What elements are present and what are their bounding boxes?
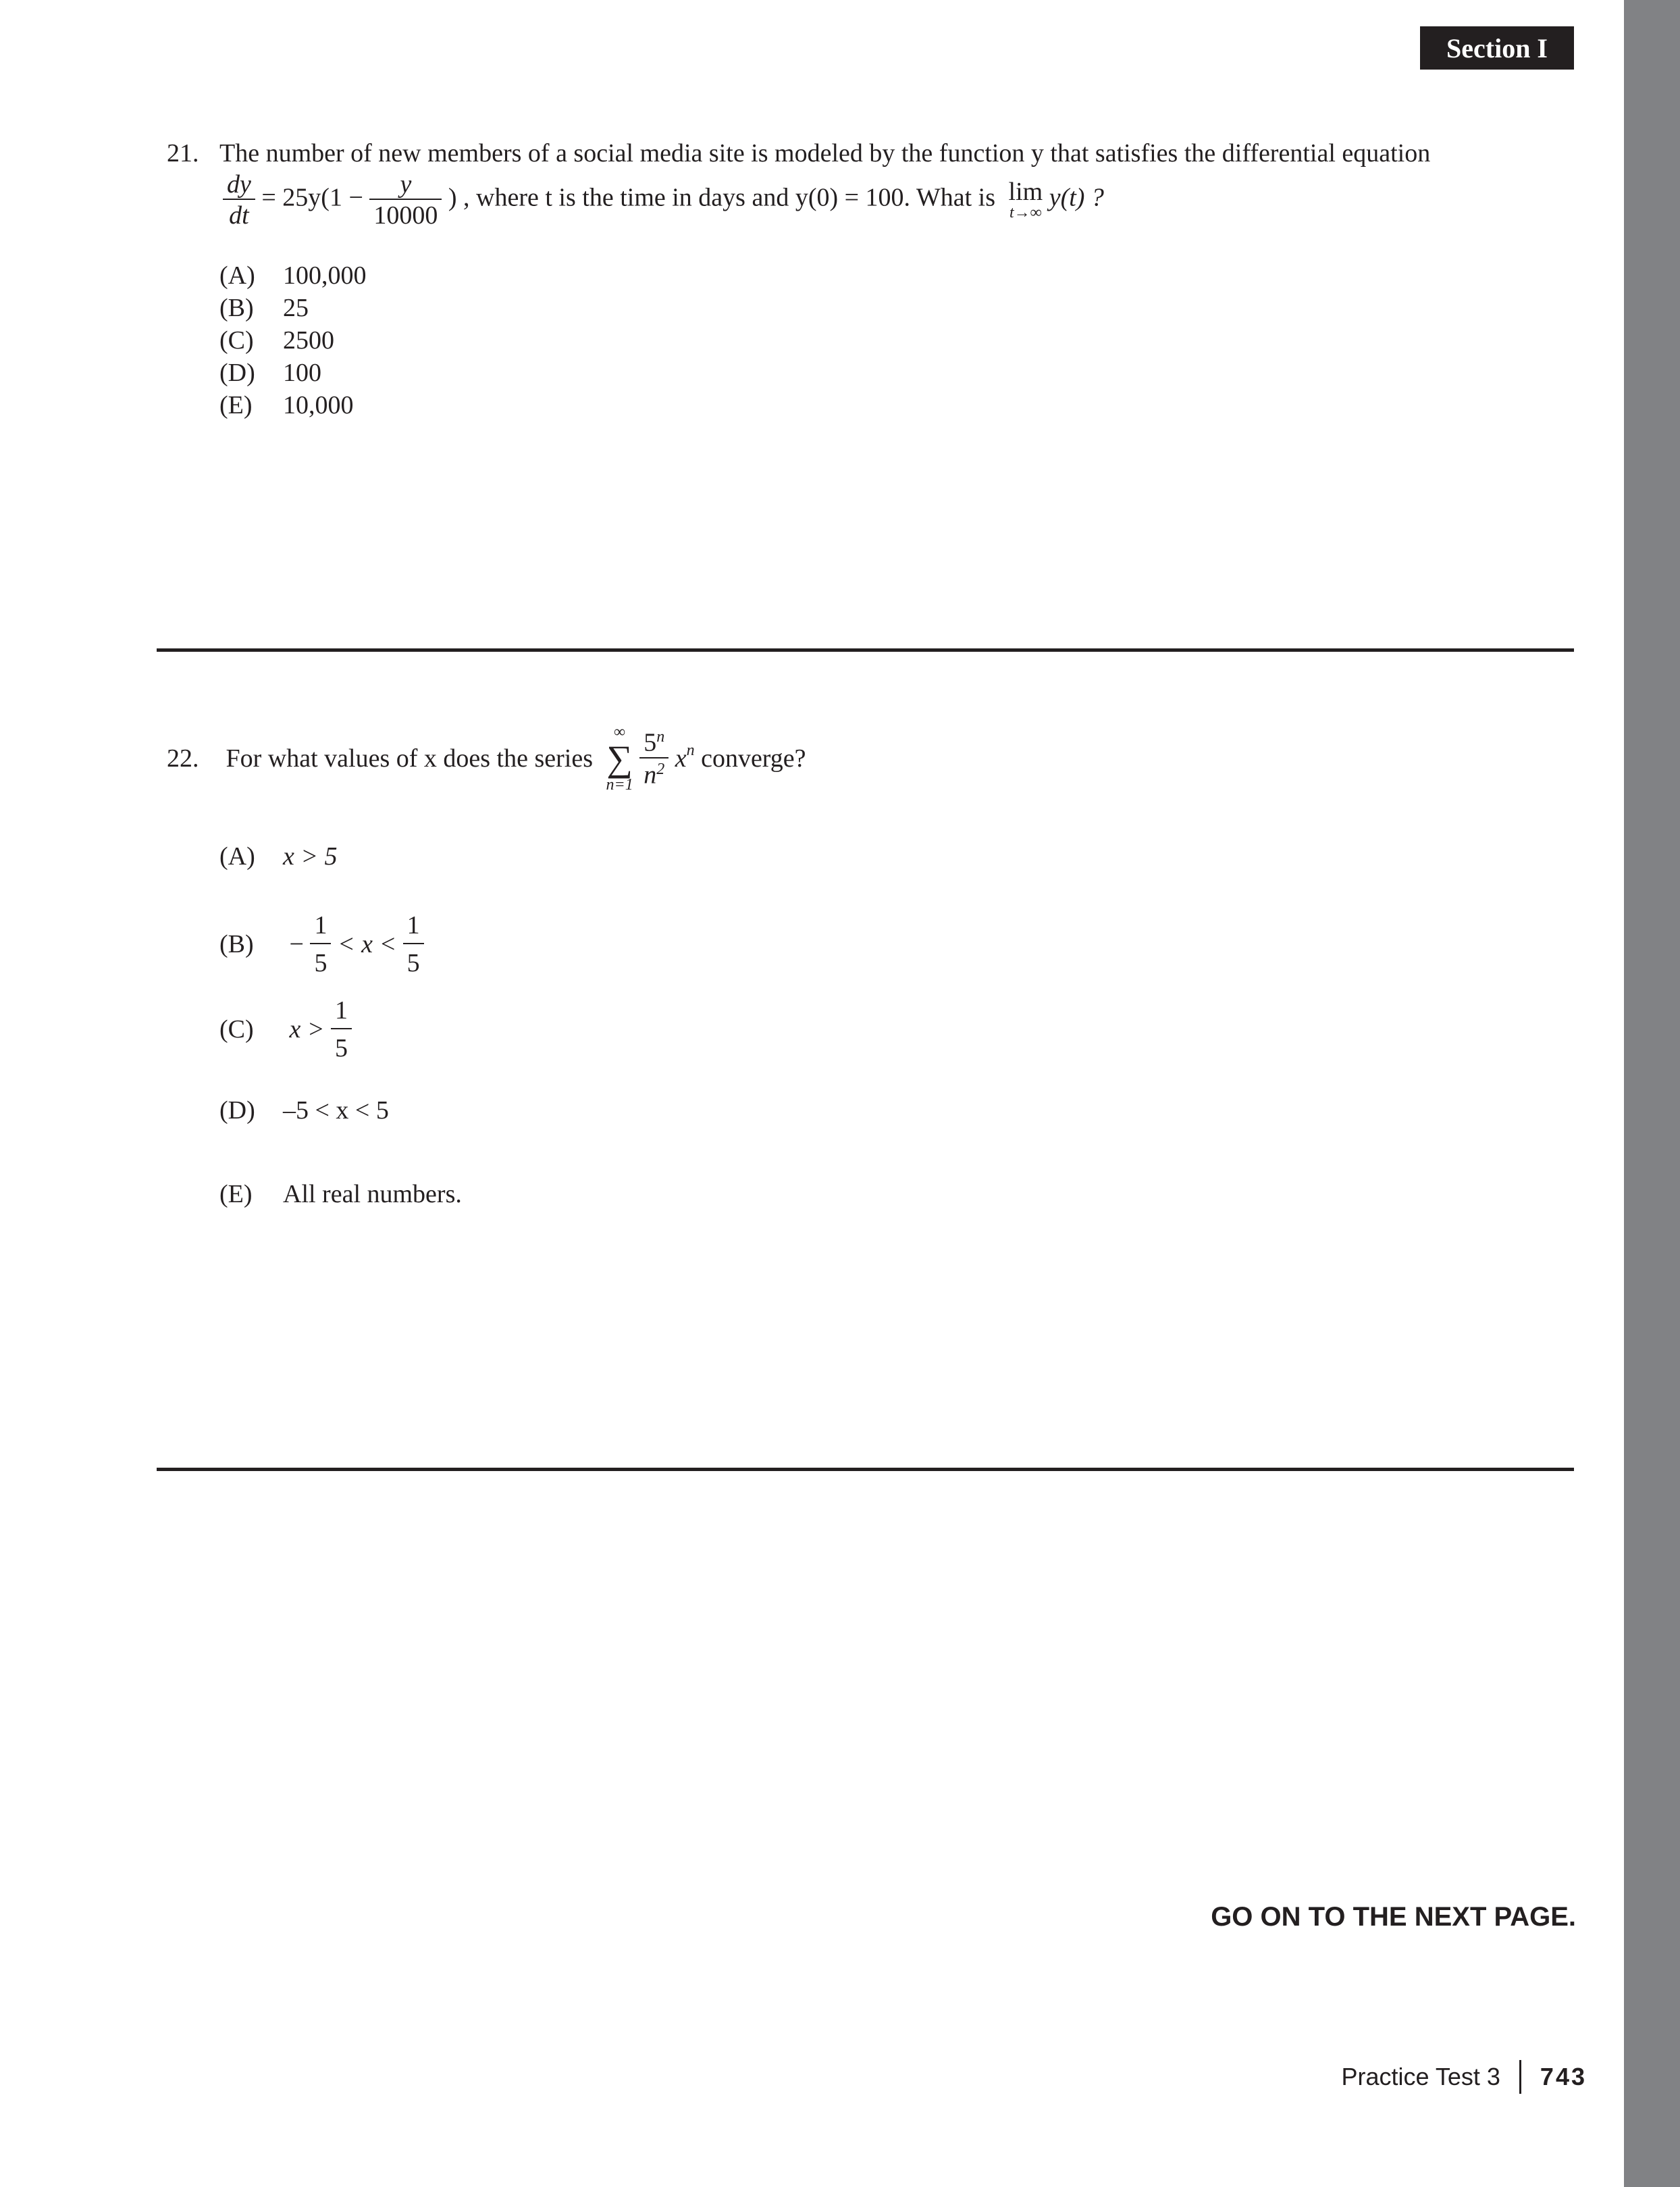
q21-equation bbox=[223, 172, 1104, 228]
page-footer bbox=[1341, 2060, 1587, 2094]
q22-choice-b[interactable]: (B) − $\frac{1}{5}$ < x < $\frac{1}{5}$ bbox=[219, 909, 424, 979]
q22-stem bbox=[167, 724, 806, 793]
go-on-notice: GO ON TO THE NEXT PAGE. bbox=[1211, 1902, 1576, 1932]
lim-subscript: t→∞ bbox=[1009, 204, 1042, 222]
rhs-part2: ) , where t is the time in days and y(0) = 100. What is bbox=[448, 183, 996, 212]
denominator-10000: 10000 bbox=[373, 201, 438, 230]
fraction-one-fifth-left: $\frac{1}{5}$ bbox=[310, 909, 331, 979]
q22-choice-e[interactable]: (E) All real numbers. bbox=[219, 1180, 462, 1208]
series-x: x bbox=[675, 744, 687, 773]
page-number: 743 bbox=[1540, 2063, 1587, 2090]
q21-choice-c[interactable]: (C) 2500 bbox=[219, 326, 334, 355]
series-x-exponent: n bbox=[686, 742, 695, 760]
sum-lower: n=1 bbox=[606, 776, 633, 794]
divider-2 bbox=[157, 1468, 1574, 1471]
series-numerator: 5$^n$ bbox=[639, 729, 668, 758]
q22-choice-c[interactable]: (C) x > $\frac{1}{5}$ bbox=[219, 994, 352, 1064]
section-badge: Section I bbox=[1420, 26, 1574, 70]
q21-choice-a[interactable]: (A) 100,000 bbox=[219, 261, 367, 290]
divider-1 bbox=[157, 648, 1574, 652]
y-numerator: y bbox=[369, 172, 442, 200]
lim: lim bbox=[1008, 178, 1043, 206]
q22-choice-a[interactable]: (A) x > 5 bbox=[219, 842, 338, 871]
dt: dt bbox=[229, 201, 249, 230]
sigma-symbol bbox=[606, 724, 633, 793]
q21-choice-d[interactable]: (D) 100 bbox=[219, 359, 321, 387]
q22-text-after: converge? bbox=[701, 744, 806, 773]
rhs-part1: = 25y(1 − bbox=[261, 183, 363, 212]
fraction-one-fifth: $\frac{1}{5}$ bbox=[331, 994, 352, 1064]
q21-choice-e[interactable]: (E) 10,000 bbox=[219, 391, 354, 419]
test-name: Practice Test 3 bbox=[1341, 2063, 1500, 2090]
q22-text-before: For what values of x does the series bbox=[226, 744, 593, 773]
q21-choice-b[interactable]: (B) 25 bbox=[219, 294, 309, 322]
fraction-one-fifth-right: $\frac{1}{5}$ bbox=[403, 909, 424, 979]
lim-argument: y(t) ? bbox=[1049, 183, 1104, 212]
q21-text: The number of new members of a social media site is modeled by the function y that satisfies the differential equation bbox=[219, 139, 1431, 168]
q21-number: 21. bbox=[167, 139, 199, 168]
footer-divider bbox=[1519, 2060, 1521, 2094]
series-denominator: $n^2$ bbox=[644, 761, 665, 790]
sum-upper: ∞ bbox=[614, 723, 626, 741]
y-over-10000 bbox=[369, 172, 442, 228]
sum-sign: ∑ bbox=[606, 738, 633, 779]
series-fraction bbox=[639, 729, 668, 788]
page-edge-bar bbox=[1624, 0, 1680, 2187]
dy: dy bbox=[223, 172, 255, 200]
q22-number: 22. bbox=[167, 744, 199, 773]
q22-choice-d[interactable]: (D) –5 < x < 5 bbox=[219, 1096, 389, 1125]
dy-dt-fraction bbox=[223, 172, 255, 228]
limit bbox=[1009, 179, 1043, 221]
